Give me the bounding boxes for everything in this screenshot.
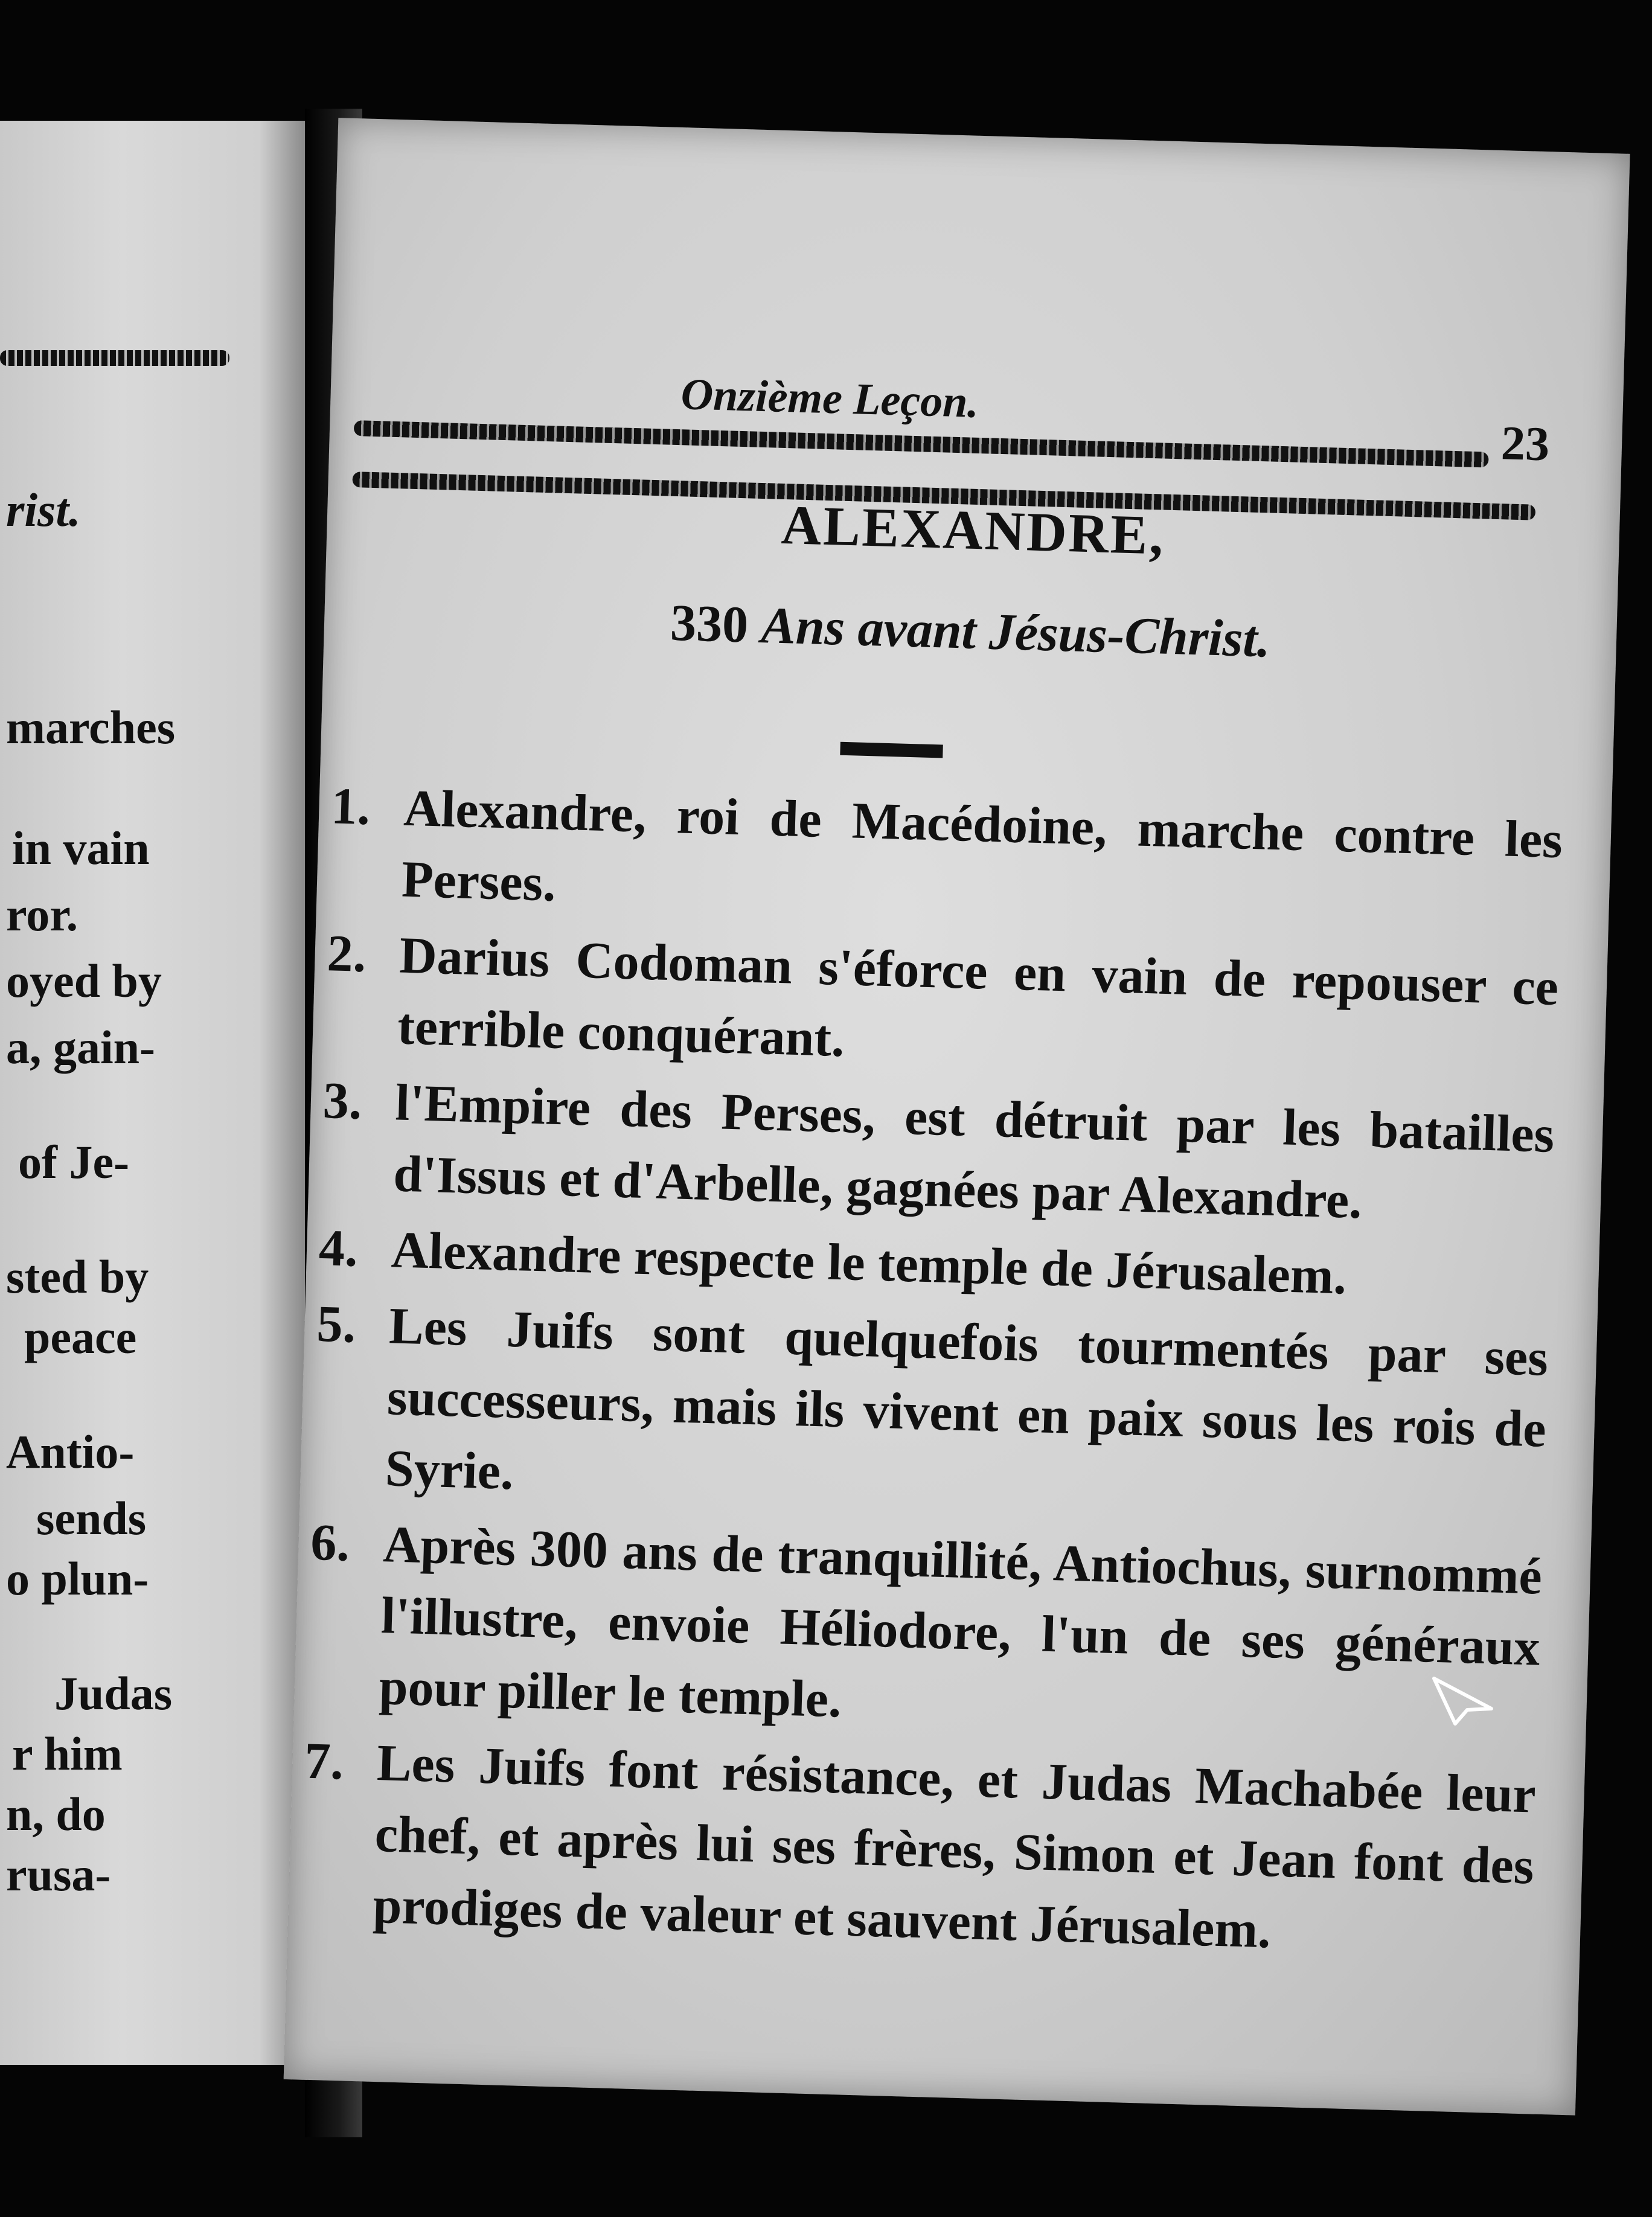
item-text: Après 300 ans de tranquillité, Antiochus, surnommé l'illustre, envoie Héliodore, l'un de ses généraux pour piller le temple. (378, 1515, 1543, 1729)
subtitle-number: 330 (669, 593, 749, 654)
page-number: 23 (1500, 417, 1551, 472)
item-text: Alexandre, roi de Macédoine, marche contre les Perses. (400, 778, 1564, 912)
left-line: Antio- (6, 1425, 135, 1478)
left-line: rist. (6, 484, 81, 536)
left-line: rusa- (6, 1848, 111, 1901)
left-line: r him (12, 1727, 123, 1780)
item-text: Les Juifs sont quelquefois tourmentés par ses successeurs, mais ils vivent en paix sous les rois de Syrie. (384, 1296, 1549, 1501)
left-line: ror. (6, 888, 78, 941)
left-line: peace (24, 1311, 137, 1363)
list-item (312, 1288, 1549, 1536)
item-text: Darius Codoman s'éforce en vain de repouser ce terrible conquérant. (397, 926, 1560, 1068)
numbered-list (299, 770, 1563, 1977)
list-item (306, 1506, 1543, 1755)
chapter-subtitle (324, 583, 1617, 679)
subtitle-text: Ans avant Jésus-Christ. (760, 596, 1272, 668)
item-text: l'Empire des Perses, est détruit par les batailles d'Issus et d'Arbelle, gagnées par Alexandre. (392, 1073, 1555, 1230)
left-line: of Je- (18, 1136, 130, 1188)
left-line: sends (36, 1492, 147, 1544)
right-page (284, 118, 1630, 2115)
running-head: Onzième Leçon. (680, 370, 980, 427)
item-number: 5. (316, 1294, 357, 1354)
left-ornamental-rule (0, 350, 229, 366)
left-line: oyed by (6, 955, 162, 1007)
item-number: 7. (304, 1731, 345, 1791)
pointer-mark-icon (1431, 1672, 1497, 1727)
list-item (328, 770, 1564, 947)
item-text: Les Juifs font résistance, et Judas Machabée leur chef, et après lui ses frères, Simon et Jean font des prodiges de valeur et sauvent Jérusalem. (372, 1733, 1537, 1959)
item-number: 3. (322, 1071, 363, 1130)
chapter-title: ALEXANDRE, (780, 493, 1166, 566)
list-item (320, 1064, 1555, 1241)
item-text: Alexandre respecte le temple de Jérusalem. (390, 1220, 1348, 1305)
item-number: 2. (326, 924, 367, 983)
left-line: sted by (6, 1250, 149, 1303)
separator-dash (840, 742, 943, 758)
list-item (324, 917, 1560, 1094)
left-page-fragment (0, 121, 305, 2065)
left-line: o plun- (6, 1552, 149, 1605)
list-item (299, 1725, 1537, 1973)
left-line: n, do (6, 1788, 106, 1840)
item-number: 1. (330, 776, 371, 836)
item-number: 6. (310, 1512, 351, 1572)
left-line: Judas (54, 1667, 173, 1720)
left-line: a, gain- (6, 1021, 156, 1073)
item-number: 4. (318, 1218, 359, 1278)
left-line: marches (6, 701, 176, 753)
left-line: in vain (12, 822, 150, 874)
